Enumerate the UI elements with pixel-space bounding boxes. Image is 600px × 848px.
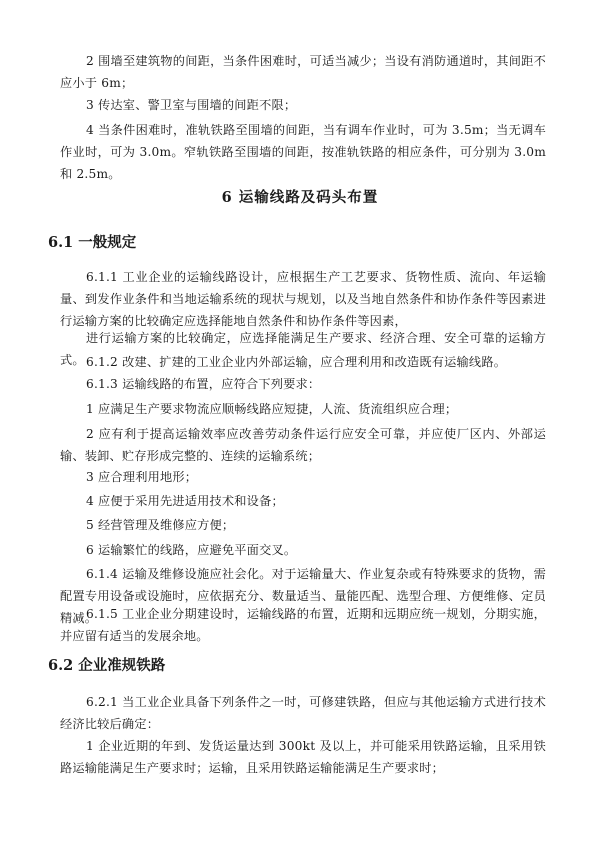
paragraph-railway-wall-distance: 4 当条件困难时，准轨铁路至围墙的间距，当有调车作业时，可为 3.5m；当无调车作业时，可为 3.0m。窄轨铁路至围墙的间距，按准轨铁路的相应条件，可分别为 3.0m 和 2.5m。 — [60, 123, 546, 181]
list-item-4: 4 应便于采用先进适用技术和设备； — [86, 494, 284, 508]
section-heading-6-1: 6.1 一般规定 — [48, 234, 137, 251]
section-heading-6-2: 6.2 企业准规铁路 — [48, 657, 166, 674]
clause-6-2-1: 6.2.1 当工业企业具备下列条件之一时，可修建铁路，但应与其他运输方式进行技术经济比较后确定： — [60, 695, 546, 731]
clause-6-1-1: 6.1.1 工业企业的运输线路设计，应根据生产工艺要求、货物性质、流向、年运输量、到发作业条件和当地运输系统的现状与规划，以及当地自然条件和协作条件等因素进行运输方案的比较确定应选择能地自然条件和协作条件等因素， — [60, 270, 546, 328]
clause-6-1-3: 6.1.3 运输线路的布置，应符合下列要求： — [86, 377, 321, 391]
list-item-2: 2 应有利于提高运输效率应改善劳动条件运行应安全可靠，并应使厂区内、外部运输、装卸、贮存形成完整的、连续的运输系统； — [60, 427, 546, 463]
list-item-3: 3 应合理利用地形； — [86, 470, 198, 484]
clause-6-2-1-item-1: 1 企业近期的年到、发货运量达到 300kt 及以上，并可能采用铁路运输，且采用铁路运输能满足生产要求时；运输，且采用铁路运输能满足生产要求时； — [60, 739, 546, 775]
list-item-1: 1 应满足生产要求物流应顺畅线路应短捷，人流、货流组织应合理； — [86, 402, 458, 416]
list-item-5: 5 经营管理及维修应方便； — [86, 518, 235, 532]
clause-6-1-5: 6.1.5 工业企业分期建设时，运输线路的布置，近期和远期应统一规划，分期实施，并应留有适当的发展余地。 — [60, 607, 546, 643]
list-item-6: 6 运输繁忙的线路，应避免平面交叉。 — [86, 543, 297, 557]
clause-6-1-1-continued: 进行运输方案的比较确定，应选择能满足生产要求、经济合理、安全可靠的运输方式。 — [60, 331, 546, 367]
paragraph-wall-building-distance: 2 围墙至建筑物的间距，当条件困难时，可适当减少；当设有消防通道时，其间距不应小于 6m； — [60, 54, 546, 90]
paragraph-guard-room-distance: 3 传达室、警卫室与围墙的间距不限； — [86, 98, 297, 112]
chapter-title: 6 运输线路及码头布置 — [221, 189, 379, 206]
clause-6-1-4: 6.1.4 运输及维修设施应社会化。对于运输量大、作业复杂或有特殊要求的货物，需配置专用设备或设施时，应依据充分、数量适当、量能匹配、选型合理、方便维修、定员精减。 — [60, 567, 546, 625]
clause-6-1-2: 6.1.2 改建、扩建的工业企业内外部运输，应合理利用和改造既有运输线路。 — [86, 355, 507, 369]
